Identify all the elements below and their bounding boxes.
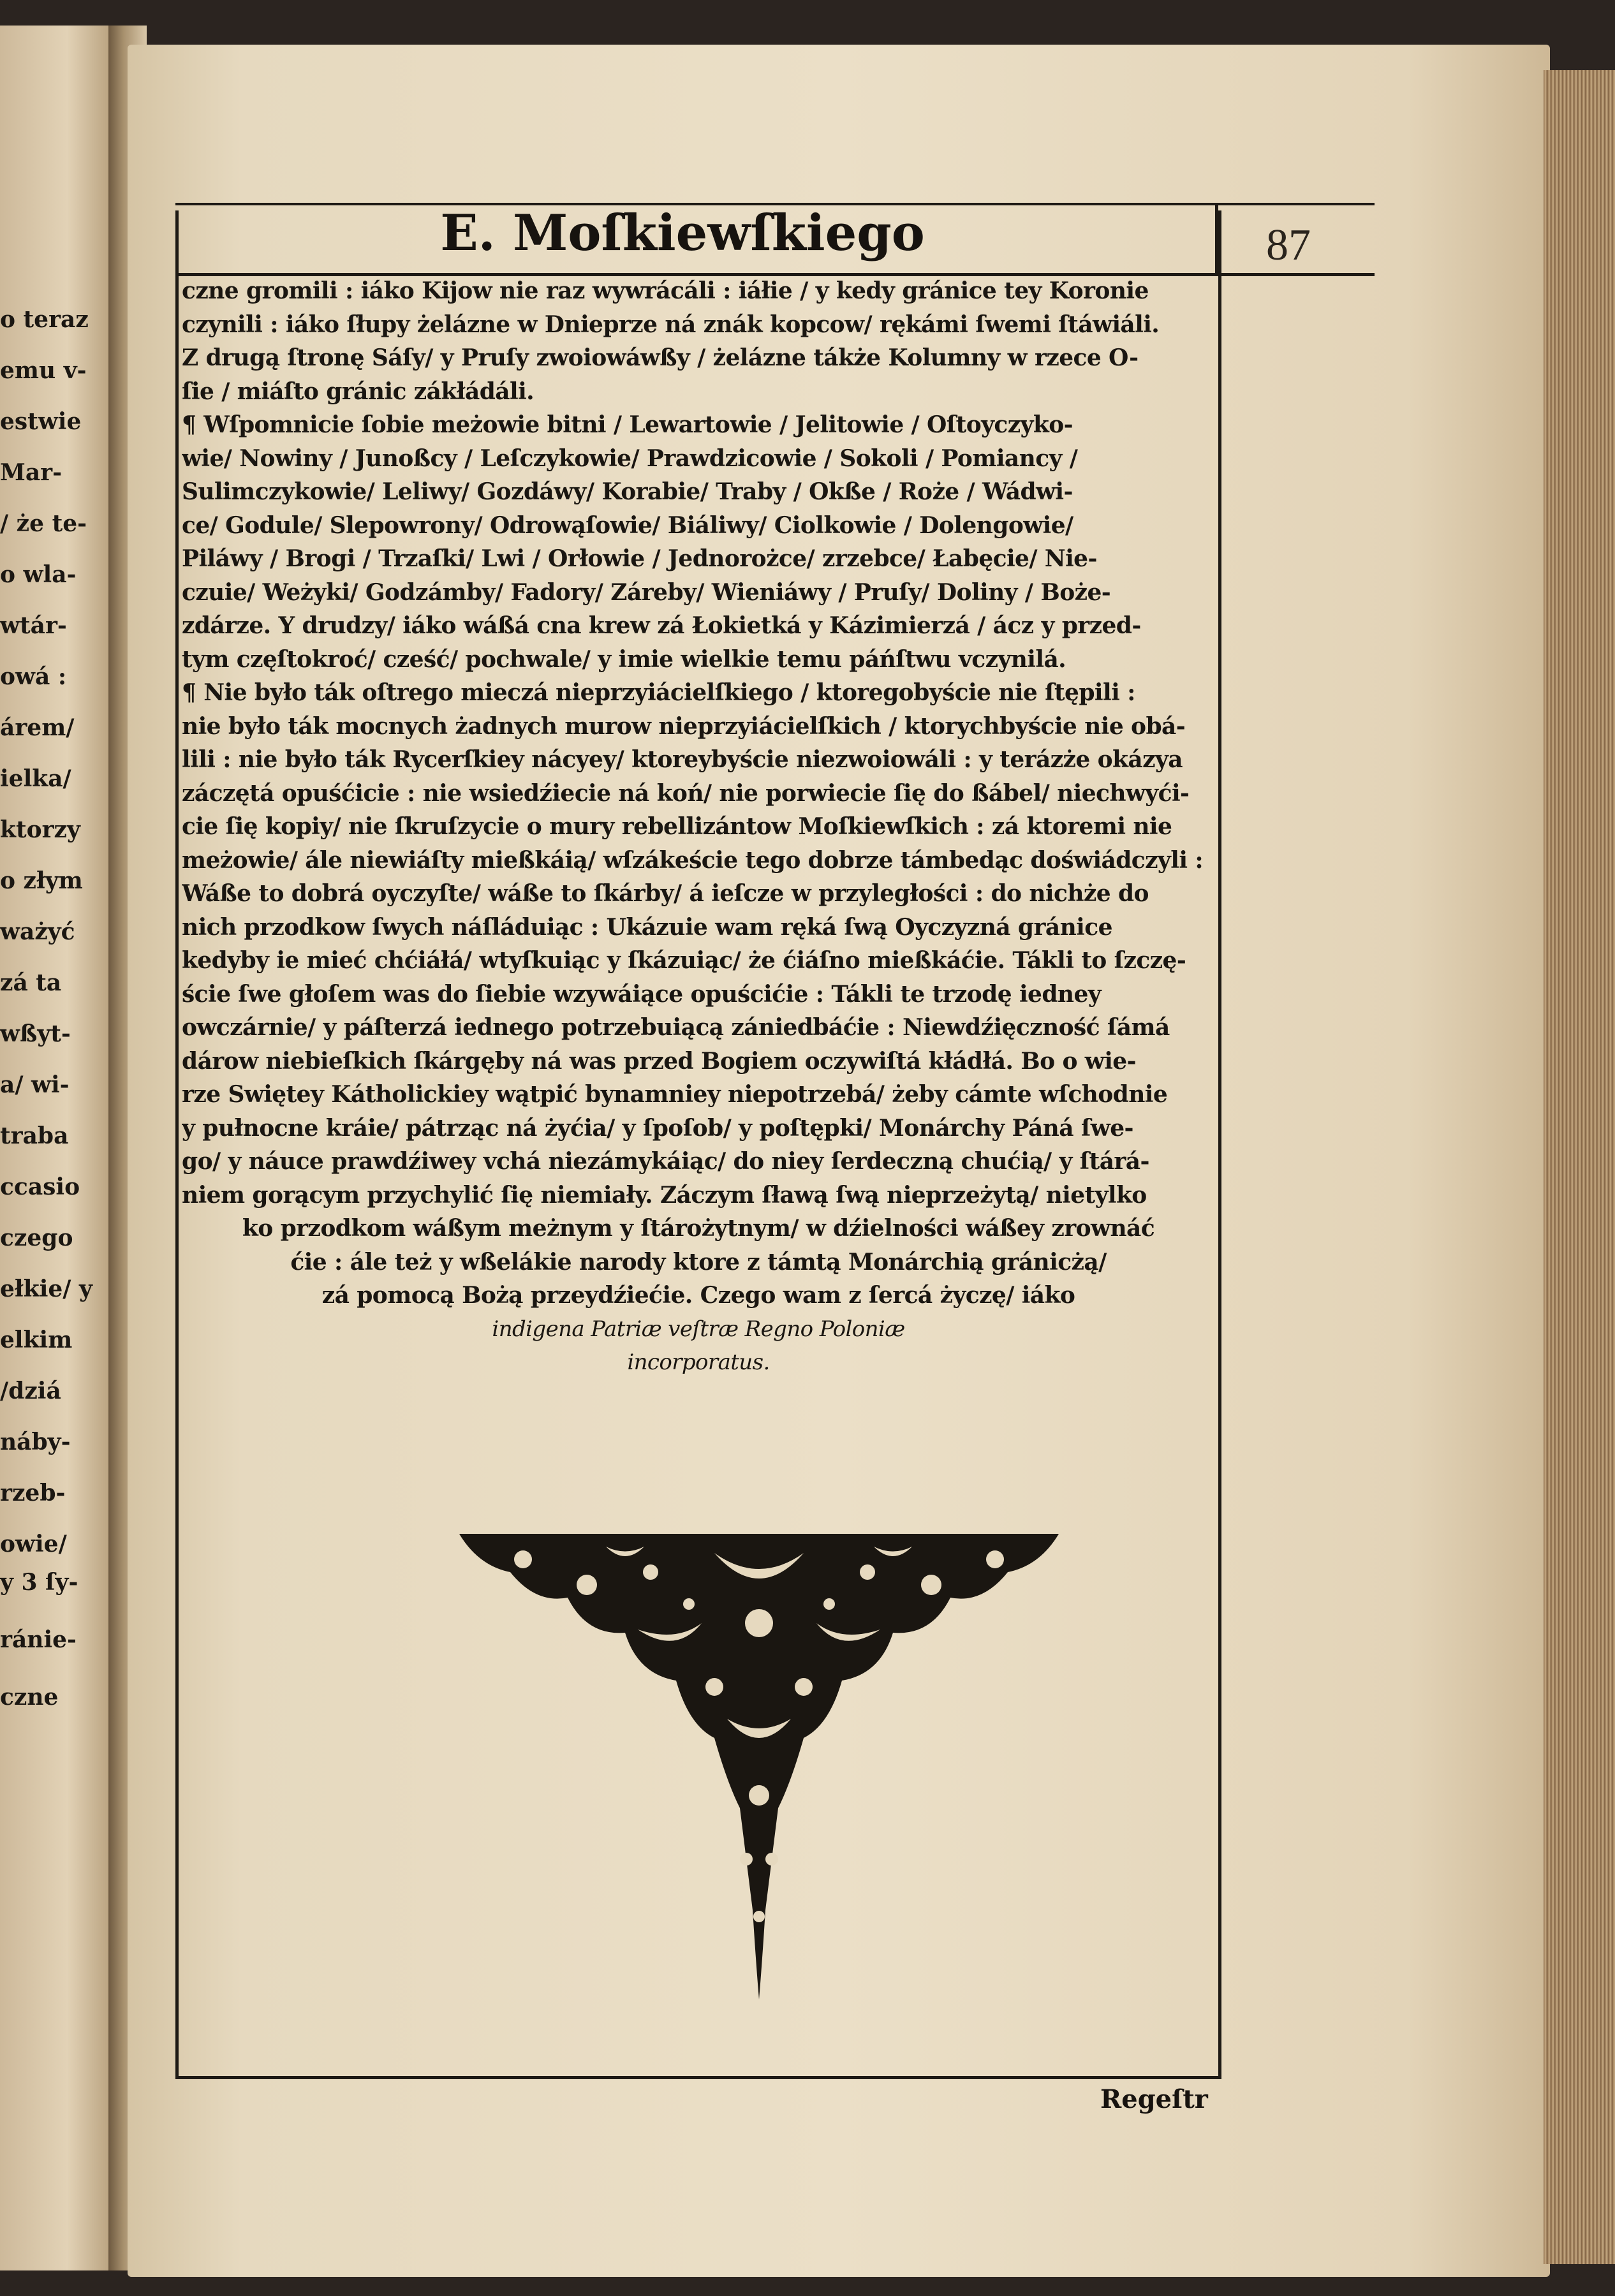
catchword: Regeſtr: [1100, 2084, 1208, 2114]
text-line: kedyby ie mieć chćiáłá/ wtyſkuiąc y ſkázuiąc/ że ćiáſno mießkáćie. Tákli to ſzczę-: [182, 947, 1186, 974]
left-page-text-fragment: rzeb-: [0, 1480, 66, 1506]
left-page-text-fragment: o złym: [0, 867, 83, 894]
left-page-text-fragment: / że te-: [0, 510, 87, 537]
left-page-text-fragment: ełkie/ y: [0, 1276, 92, 1302]
left-page-text-fragment: ktorzy: [0, 816, 80, 843]
closing-line: ko przodkom wáßym meżnym y ſtárożytnym/ w dźielności wáßey zrownáć: [242, 1215, 1155, 1242]
text-line: Piláwy / Brogi / Trzaſki/ Lwi / Orłowie / Jednorożce/ zrzebce/ Łabęcie/ Nie-: [182, 545, 1097, 572]
text-line: wie/ Nowiny / Junoßcy / Leſczykowie/ Prawdzicowie / Sokoli / Pomiancy /: [182, 445, 1078, 472]
left-page-text-fragment: ránie-: [0, 1626, 77, 1653]
text-line: ce/ Godule/ Slepowrony/ Odrowąſowie/ Biáliwy/ Ciolkowie / Dolengowie/: [182, 511, 1073, 539]
closing-line: zá pomocą Bożą przeydźiećie. Czego wam z ſercá życzę/ iáko: [321, 1282, 1075, 1309]
text-line: ¶ Wſpomnicie ſobie meżowie bitni / Lewartowie / Jelitowie / Oſtoyczyko-: [182, 411, 1073, 438]
left-page-text-fragment: y 3 ſy-: [0, 1569, 78, 1596]
left-page-text-fragment: traba: [0, 1122, 69, 1149]
text-line: niem gorącym przychylić ſię niemiały. Záczym ſławą ſwą nieprzeżytą/ nietylko: [182, 1181, 1147, 1209]
left-page-text-fragment: o teraz: [0, 306, 89, 333]
text-line: zdárze. Y drudzy/ iáko wáßá cna krew zá Łokietká y Kázimierzá / ácz y przed-: [182, 612, 1141, 639]
text-line: ſie / miáſto gránic zákłádáli.: [182, 378, 535, 405]
text-line: czynili : iáko ſłupy żelázne w Dnieprze ná znák kopcow/ rękámi ſwemi ſtáwiáli.: [182, 311, 1160, 338]
page-number-divider: [1215, 203, 1218, 276]
text-line: dárow niebieſkich ſkárgęby ná was przed Bogiem oczywiſtá kłádłá. Bo o wie-: [182, 1047, 1136, 1075]
left-page-text-fragment: ważyć: [0, 918, 75, 945]
closing-line: ćie : ále też y wßelákie narody ktore z támtą Monárchią gránicżą/: [290, 1248, 1107, 1276]
left-page-text-fragment: ccasio: [0, 1174, 80, 1200]
left-page-text-fragment: estwie: [0, 408, 82, 435]
text-line: y pułnocne kráie/ pátrząc ná żyćia/ y ſpoſob/ y poſtępki/ Monárchy Páná ſwe-: [182, 1114, 1133, 1142]
left-page-text-fragment: czego: [0, 1225, 73, 1251]
left-page-text-fragment: zá ta: [0, 969, 62, 996]
left-page-text-fragment: owie/: [0, 1531, 67, 1557]
page-edges: [1544, 70, 1615, 2264]
body-text: [182, 274, 1215, 1380]
text-line: nie było ták mocnych żadnych murow nieprzyiácielſkich / ktorychbyście nie obá-: [182, 712, 1186, 740]
signature-line: incorporatus.: [627, 1350, 770, 1375]
left-page-text-fragment: náby-: [0, 1429, 71, 1455]
text-line: nich przodkow ſwych náſláduiąc : Ukázuie wam ręká ſwą Oyczyzná gránice: [182, 913, 1112, 941]
left-page-fragment: [0, 26, 112, 2270]
text-line: ¶ Nie było ták oſtrego mieczá nieprzyiácielſkiego / ktoregobyście nie ſtępili :: [182, 679, 1135, 706]
text-line: meżowie/ ále niewiáſty mießkáią/ wſzákeście tego dobrze támbedąc doświádczyli :: [182, 846, 1204, 874]
left-page-text-fragment: árem/: [0, 714, 75, 741]
text-line: go/ y náuce prawdźiwey vchá niezámykáiąc/ do niey ſerdeczną chućią/ y ſtárá-: [182, 1148, 1149, 1175]
left-page-text-fragment: a/ wi-: [0, 1071, 70, 1098]
printers-ornament: [446, 1527, 1072, 2006]
page-number: 87: [1266, 221, 1311, 270]
text-line: tym częſtokroć/ cześć/ pochwale/ y imie wielkie temu páńſtwu vczynilá.: [182, 645, 1066, 673]
text-line: Wáße to dobrá oyczyſte/ wáße to ſkárby/ á ieſcze w przyległości : do nichże do: [182, 880, 1149, 907]
left-page-text-fragment: ielka/: [0, 765, 71, 792]
left-page-text-fragment: wßyt-: [0, 1020, 71, 1047]
signature-line: indigena Patriæ veſtræ Regno Poloniæ: [492, 1316, 905, 1342]
left-page-text-fragment: emu v-: [0, 357, 87, 384]
text-line: ście ſwe głoſem was do ſiebie wzywáiące opuścićie : Tákli te trzodę iedney: [182, 980, 1102, 1008]
left-page-text-fragment: o wla-: [0, 561, 77, 588]
text-line: czne gromili : iáko Kijow nie raz wywrácáli : iáłie / y kedy gránice tey Koronie: [182, 277, 1149, 304]
text-line: czuie/ Weżyki/ Godzámby/ Fadory/ Záreby/ Wieniáwy / Pruſy/ Doliny / Boże-: [182, 578, 1111, 606]
text-line: lili : nie było ták Rycerſkiey nácyey/ ktoreybyście niezwoiowáli : y terázże okázya: [182, 746, 1183, 773]
text-line: owczárnie/ y páſterzá iednego potrzebuiącą zániedbáćie : Niewdźięczność ſámá: [182, 1014, 1170, 1041]
left-page-text-fragment: wtár-: [0, 612, 67, 639]
left-page-text-fragment: Mar-: [0, 459, 63, 486]
text-line: Sulimczykowie/ Leliwy/ Gozdáwy/ Korabie/ Traby / Okße / Roże / Wádwi-: [182, 478, 1073, 505]
left-page-text-fragment: czne: [0, 1684, 59, 1711]
left-page-text-fragment: owá :: [0, 663, 67, 690]
footer-rule: [175, 2076, 1221, 2079]
text-line: cie ſię kopiy/ nie ſkruſzycie o mury rebellizántow Moſkiewſkich : zá ktoremi nie: [182, 813, 1172, 840]
text-line: Z drugą ſtronę Sáſy/ y Pruſy zwoiowáwßy / żelázne tákże Kolumny w rzece O-: [182, 344, 1139, 371]
left-page-text-fragment: elkim: [0, 1327, 73, 1353]
left-page-text-fragment: /dziá: [0, 1378, 61, 1404]
running-title: E. Moſkiewſkiego: [440, 204, 925, 262]
text-line: záczętá opuśćicie : nie wsiedźiecie ná koń/ nie porwiecie ſię do ßábel/ niechwyći-: [182, 779, 1190, 807]
text-line: rze Swiętey Kátholickiey wątpić bynamniey niepotrzebá/ żeby cámte wſchodnie: [182, 1081, 1168, 1108]
